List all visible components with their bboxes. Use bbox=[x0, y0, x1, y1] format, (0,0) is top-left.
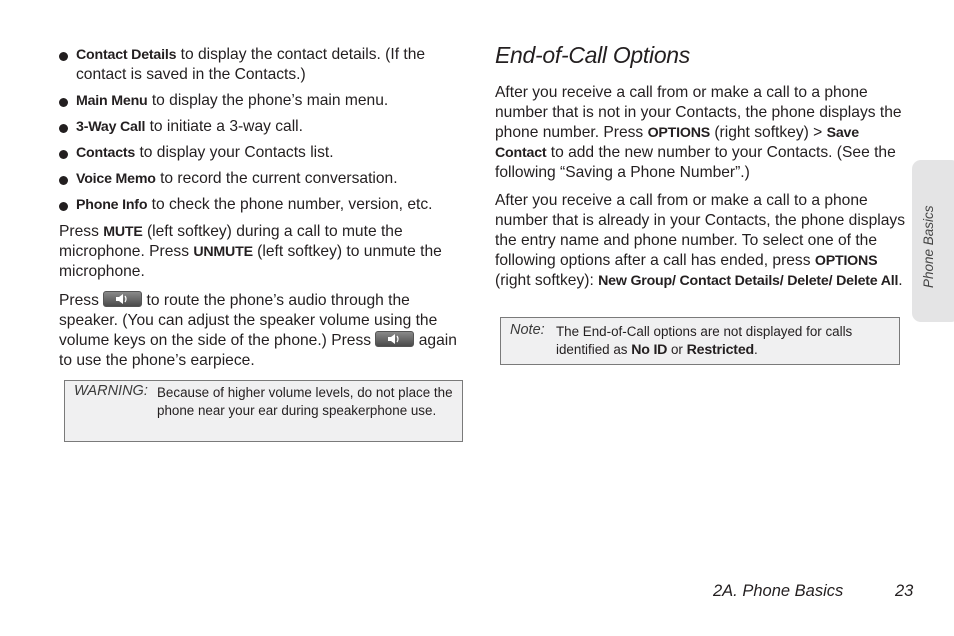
list-item: 3-Way Call to initiate a 3-way call. bbox=[59, 117, 469, 137]
warning-box bbox=[64, 380, 463, 442]
note-text: The End-of-Call options are not displayed for calls identified as No ID or Restricted. bbox=[556, 324, 853, 358]
option-name: 3-Way Call bbox=[76, 119, 146, 135]
chapter-tab bbox=[912, 160, 954, 322]
note-label: Note: bbox=[510, 322, 545, 338]
options-list-label: New Group/ Contact Details/ Delete/ Delete All bbox=[598, 273, 899, 289]
note-box bbox=[500, 317, 900, 365]
speaker-key-icon bbox=[103, 291, 142, 307]
bullet-icon bbox=[59, 124, 68, 133]
mute-key-label: MUTE bbox=[103, 224, 143, 240]
speaker-key-icon bbox=[375, 331, 414, 347]
option-name: Contact Details bbox=[76, 47, 177, 63]
speaker-paragraph: Press to route the phone’s audio through the speaker. (You can adjust the speaker volume using the volume keys on the side of the phone.) Press again to use the phone’s earpiece. bbox=[59, 292, 457, 369]
list-item: Contacts to display your Contacts list. bbox=[59, 143, 469, 163]
save-contact-paragraph: After you receive a call from or make a call to a phone number that is not in your Contacts, the phone displays the phone number. Press OPTIONS (right softkey) > Save Contact to add the new number to your Contacts. (See the following “Saving a Phone Number”.) bbox=[495, 84, 902, 181]
list-item: Phone Info to check the phone number, version, etc. bbox=[59, 195, 469, 215]
page-number: 23 bbox=[895, 582, 914, 600]
options-key-label: OPTIONS bbox=[814, 253, 878, 269]
bullet-icon bbox=[59, 98, 68, 107]
chapter-tab-label: Phone Basics bbox=[921, 205, 936, 288]
section-heading: End-of-Call Options bbox=[495, 42, 690, 68]
footer-section: 2A. Phone Basics bbox=[713, 582, 844, 600]
bullet-icon bbox=[59, 202, 68, 211]
bullet-icon bbox=[59, 52, 68, 61]
warning-label: WARNING: bbox=[74, 383, 148, 399]
list-item: Contact Details to display the contact details. (If the contact is saved in the Contacts.) bbox=[59, 45, 469, 85]
unmute-key-label: UNMUTE bbox=[193, 244, 253, 260]
list-item: Voice Memo to record the current conversation. bbox=[59, 169, 469, 189]
options-key-label: OPTIONS bbox=[647, 125, 711, 141]
list-item: Main Menu to display the phone’s main menu. bbox=[59, 91, 469, 111]
existing-contact-paragraph: After you receive a call from or make a call to a phone number that is already in your Contacts, the phone displays the entry name and phone number. To select one of the following options after a call has ended, press OPTIONS (right softkey): New Group/ Contact Details/ Delete/ Delete All. bbox=[495, 192, 905, 289]
warning-text: Because of higher volume levels, do not place the phone near your ear during speakerphone use. bbox=[157, 385, 453, 418]
options-list bbox=[59, 45, 469, 221]
option-name: Phone Info bbox=[76, 197, 148, 213]
option-name: Voice Memo bbox=[76, 171, 156, 187]
bullet-icon bbox=[59, 176, 68, 185]
option-name: Main Menu bbox=[76, 93, 148, 109]
mute-paragraph: Press MUTE (left softkey) during a call to mute the microphone. Press UNMUTE (left softkey) to unmute the microphone. bbox=[59, 223, 442, 280]
option-name: Contacts bbox=[76, 145, 136, 161]
save-contact-label: Save Contact bbox=[495, 125, 859, 161]
bullet-icon bbox=[59, 150, 68, 159]
